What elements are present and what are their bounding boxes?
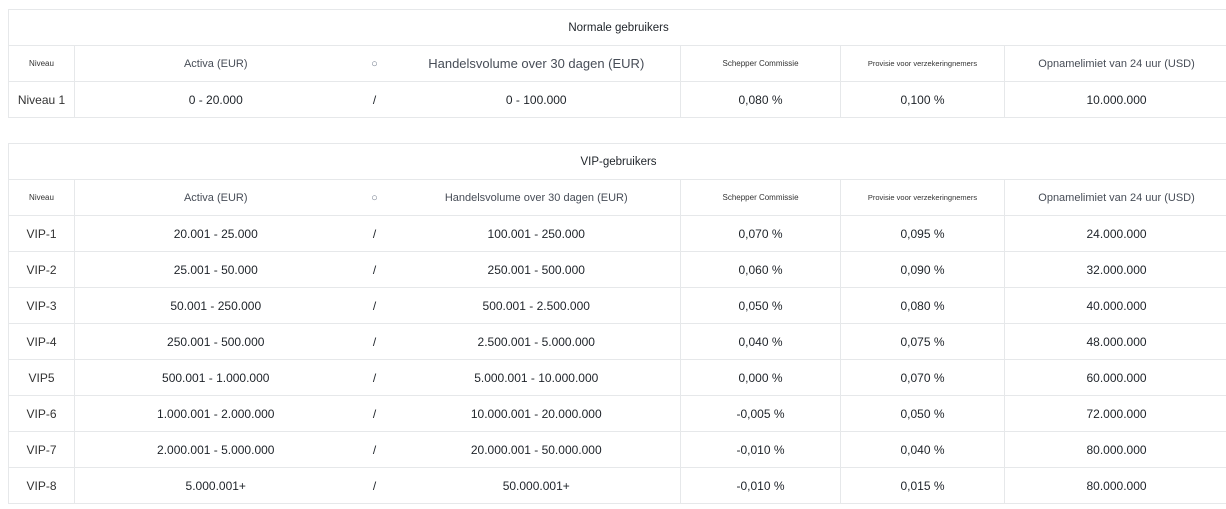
cell-assets: 5.000.001+ bbox=[75, 468, 357, 504]
cell-assets: 25.001 - 50.000 bbox=[75, 252, 357, 288]
cell-maker-fee: -0,010 % bbox=[681, 468, 841, 504]
cell-maker-fee: 0,040 % bbox=[681, 324, 841, 360]
table-row bbox=[9, 396, 1226, 432]
cell-volume: 20.000.001 - 50.000.000 bbox=[393, 432, 681, 468]
header-withdrawal: Opnamelimiet van 24 uur (USD) bbox=[1005, 46, 1226, 82]
table-title: VIP-gebruikers bbox=[9, 144, 1226, 180]
table-row bbox=[9, 216, 1226, 252]
cell-separator: / bbox=[357, 360, 393, 396]
cell-volume: 2.500.001 - 5.000.000 bbox=[393, 324, 681, 360]
cell-taker-fee: 0,100 % bbox=[841, 82, 1005, 118]
cell-withdrawal-limit: 48.000.000 bbox=[1005, 324, 1226, 360]
header-taker: Provisie voor verzekeringnemers bbox=[841, 180, 1005, 216]
cell-level: VIP-6 bbox=[9, 396, 75, 432]
cell-taker-fee: 0,080 % bbox=[841, 288, 1005, 324]
cell-level: VIP5 bbox=[9, 360, 75, 396]
cell-taker-fee: 0,015 % bbox=[841, 468, 1005, 504]
header-assets: Activa (EUR) bbox=[75, 46, 357, 82]
cell-withdrawal-limit: 72.000.000 bbox=[1005, 396, 1226, 432]
normal-users-table bbox=[8, 9, 1226, 118]
cell-assets: 1.000.001 - 2.000.000 bbox=[75, 396, 357, 432]
header-row bbox=[9, 180, 1226, 216]
cell-taker-fee: 0,070 % bbox=[841, 360, 1005, 396]
table-row bbox=[9, 468, 1226, 504]
cell-assets: 20.001 - 25.000 bbox=[75, 216, 357, 252]
header-maker: Schepper Commissie bbox=[681, 46, 841, 82]
header-taker: Provisie voor verzekeringnemers bbox=[841, 46, 1005, 82]
header-volume: Handelsvolume over 30 dagen (EUR) bbox=[393, 180, 681, 216]
cell-withdrawal-limit: 80.000.000 bbox=[1005, 432, 1226, 468]
cell-maker-fee: 0,070 % bbox=[681, 216, 841, 252]
cell-volume: 100.001 - 250.000 bbox=[393, 216, 681, 252]
cell-separator: / bbox=[357, 252, 393, 288]
cell-withdrawal-limit: 80.000.000 bbox=[1005, 468, 1226, 504]
header-withdrawal: Opnamelimiet van 24 uur (USD) bbox=[1005, 180, 1226, 216]
cell-level: VIP-3 bbox=[9, 288, 75, 324]
table-title: Normale gebruikers bbox=[9, 10, 1226, 46]
cell-maker-fee: 0,080 % bbox=[681, 82, 841, 118]
cell-separator: / bbox=[357, 216, 393, 252]
table-row bbox=[9, 288, 1226, 324]
table-row bbox=[9, 252, 1226, 288]
cell-taker-fee: 0,095 % bbox=[841, 216, 1005, 252]
header-row bbox=[9, 46, 1226, 82]
cell-taker-fee: 0,075 % bbox=[841, 324, 1005, 360]
cell-separator: / bbox=[357, 324, 393, 360]
header-maker: Schepper Commissie bbox=[681, 180, 841, 216]
cell-assets: 0 - 20.000 bbox=[75, 82, 357, 118]
cell-separator: / bbox=[357, 468, 393, 504]
cell-volume: 50.000.001+ bbox=[393, 468, 681, 504]
cell-maker-fee: 0,060 % bbox=[681, 252, 841, 288]
vip-users-table bbox=[8, 143, 1226, 504]
cell-level: VIP-1 bbox=[9, 216, 75, 252]
cell-withdrawal-limit: 60.000.000 bbox=[1005, 360, 1226, 396]
cell-withdrawal-limit: 24.000.000 bbox=[1005, 216, 1226, 252]
cell-assets: 250.001 - 500.000 bbox=[75, 324, 357, 360]
header-volume: Handelsvolume over 30 dagen (EUR) bbox=[393, 46, 681, 82]
header-level: Niveau bbox=[9, 46, 75, 82]
cell-withdrawal-limit: 10.000.000 bbox=[1005, 82, 1226, 118]
cell-taker-fee: 0,090 % bbox=[841, 252, 1005, 288]
cell-maker-fee: 0,000 % bbox=[681, 360, 841, 396]
cell-maker-fee: -0,010 % bbox=[681, 432, 841, 468]
cell-separator: / bbox=[357, 432, 393, 468]
cell-volume: 250.001 - 500.000 bbox=[393, 252, 681, 288]
cell-volume: 500.001 - 2.500.000 bbox=[393, 288, 681, 324]
cell-volume: 0 - 100.000 bbox=[393, 82, 681, 118]
cell-volume: 10.000.001 - 20.000.000 bbox=[393, 396, 681, 432]
table-row bbox=[9, 82, 1226, 118]
cell-assets: 2.000.001 - 5.000.000 bbox=[75, 432, 357, 468]
header-or: ○ bbox=[357, 180, 393, 216]
cell-separator: / bbox=[357, 288, 393, 324]
cell-taker-fee: 0,040 % bbox=[841, 432, 1005, 468]
header-or: ○ bbox=[357, 46, 393, 82]
header-level: Niveau bbox=[9, 180, 75, 216]
cell-separator: / bbox=[357, 396, 393, 432]
table-row bbox=[9, 432, 1226, 468]
cell-withdrawal-limit: 40.000.000 bbox=[1005, 288, 1226, 324]
cell-level: VIP-8 bbox=[9, 468, 75, 504]
cell-taker-fee: 0,050 % bbox=[841, 396, 1005, 432]
cell-level: VIP-2 bbox=[9, 252, 75, 288]
table-row bbox=[9, 360, 1226, 396]
cell-level: VIP-4 bbox=[9, 324, 75, 360]
cell-level: VIP-7 bbox=[9, 432, 75, 468]
header-assets: Activa (EUR) bbox=[75, 180, 357, 216]
cell-volume: 5.000.001 - 10.000.000 bbox=[393, 360, 681, 396]
table-row bbox=[9, 324, 1226, 360]
cell-assets: 50.001 - 250.000 bbox=[75, 288, 357, 324]
cell-maker-fee: -0,005 % bbox=[681, 396, 841, 432]
cell-level: Niveau 1 bbox=[9, 82, 75, 118]
cell-separator: / bbox=[357, 82, 393, 118]
cell-maker-fee: 0,050 % bbox=[681, 288, 841, 324]
cell-assets: 500.001 - 1.000.000 bbox=[75, 360, 357, 396]
cell-withdrawal-limit: 32.000.000 bbox=[1005, 252, 1226, 288]
